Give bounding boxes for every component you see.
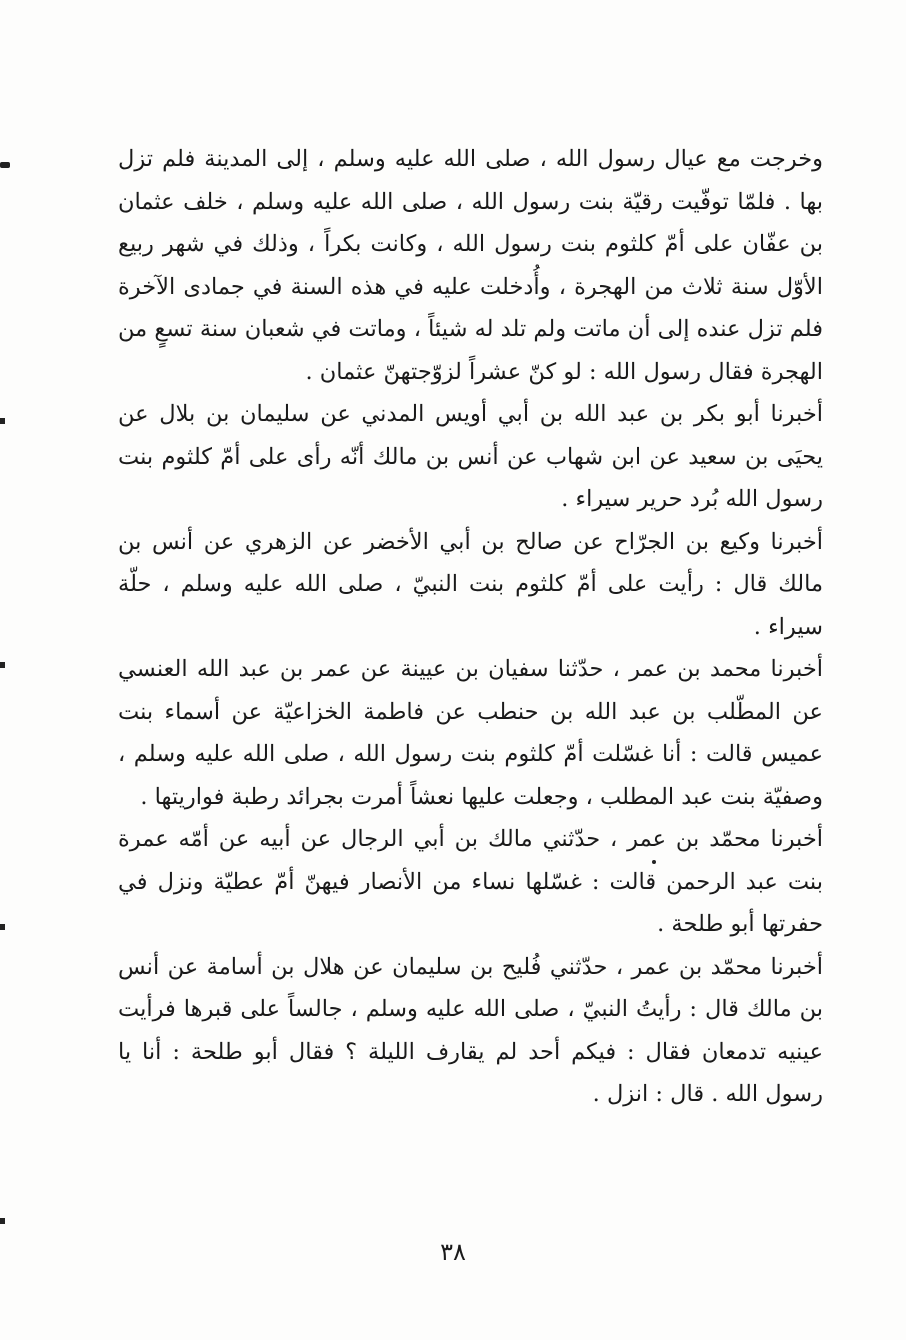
page-number: ٣٨ — [440, 1238, 466, 1266]
scan-edge-mark — [0, 418, 5, 424]
paragraph-3: أخبرنا وكيع بن الجرّاح عن صالح بن أبي الأخضر عن الزهري عن أنس بن مالك قال : رأيت على أمّ كلثوم بنت النبيّ ، صلى الله عليه وسلم ، حلّة سيراء . — [118, 528, 823, 640]
paragraph-5: أخبرنا محمّد بن عمر ، حدّثني مالك بن أبي الرجال عن أبيه عن أمّه عمرة بنت عبد الرحمن قالت : غسّلها نساء من الأنصار فيهنّ أمّ عطيّة ونزل في حفرتها أبو طلحة . — [118, 826, 823, 937]
paragraph-4: أخبرنا محمد بن عمر ، حدّثنا سفيان بن عيينة عن عمر بن عبد الله العنسي عن المطّلب بن عبد الله بن حنطب عن فاطمة الخزاعيّة عن أسماء بنت عميس قالت : أنا غسّلت أمّ كلثوم بنت رسول الله ، صلى الله عليه وسلم ، وصفيّة بنت عبد المطلب ، وجعلت عليها نعشاً أمرت بجرائد رطبة فواريتها . — [118, 656, 823, 810]
paragraph-1: وخرجت مع عيال رسول الله ، صلى الله عليه وسلم ، إلى المدينة فلم تزل بها . فلمّا توفّيت رقيّة بنت رسول الله ، صلى الله عليه وسلم ، خلف عثمان بن عفّان على أمّ كلثوم بنت رسول الله ، وكانت بكراً ، وذلك في شهر ربيع الأوّل سنة ثلاث من الهجرة ، وأُدخلت عليه في هذه السنة في جمادى الآخرة فلم تزل عنده إلى أن ماتت ولم تلد له شيئاً ، وماتت في شعبان سنة تسعٍ من الهجرة فقال رسول الله : لو كنّ عشراً لزوّجتهنّ عثمان . — [118, 146, 823, 385]
paragraph-2: أخبرنا أبو بكر بن عبد الله بن أبي أويس المدني عن سليمان بن بلال عن يحيَى بن سعيد عن ابن شهاب عن أنس بن مالك أنّه رأى على أمّ كلثوم بنت رسول الله بُرد حرير سيراء . — [118, 401, 823, 512]
scan-edge-mark — [0, 924, 5, 930]
body-text — [118, 138, 823, 1116]
paragraph-6: أخبرنا محمّد بن عمر ، حدّثني فُليح بن سليمان عن هلال بن أسامة عن أنس بن مالك قال : رأيتُ النبيّ ، صلى الله عليه وسلم ، جالساً على قبرها فرأيت عينيه تدمعان فقال : فيكم أحد لم يقارف الليلة ؟ فقال أبو طلحة : أنا يا رسول الله . قال : انزل . — [118, 953, 823, 1107]
scan-edge-mark — [0, 1218, 5, 1224]
scan-edge-mark — [0, 662, 5, 668]
scan-edge-mark — [0, 162, 10, 168]
